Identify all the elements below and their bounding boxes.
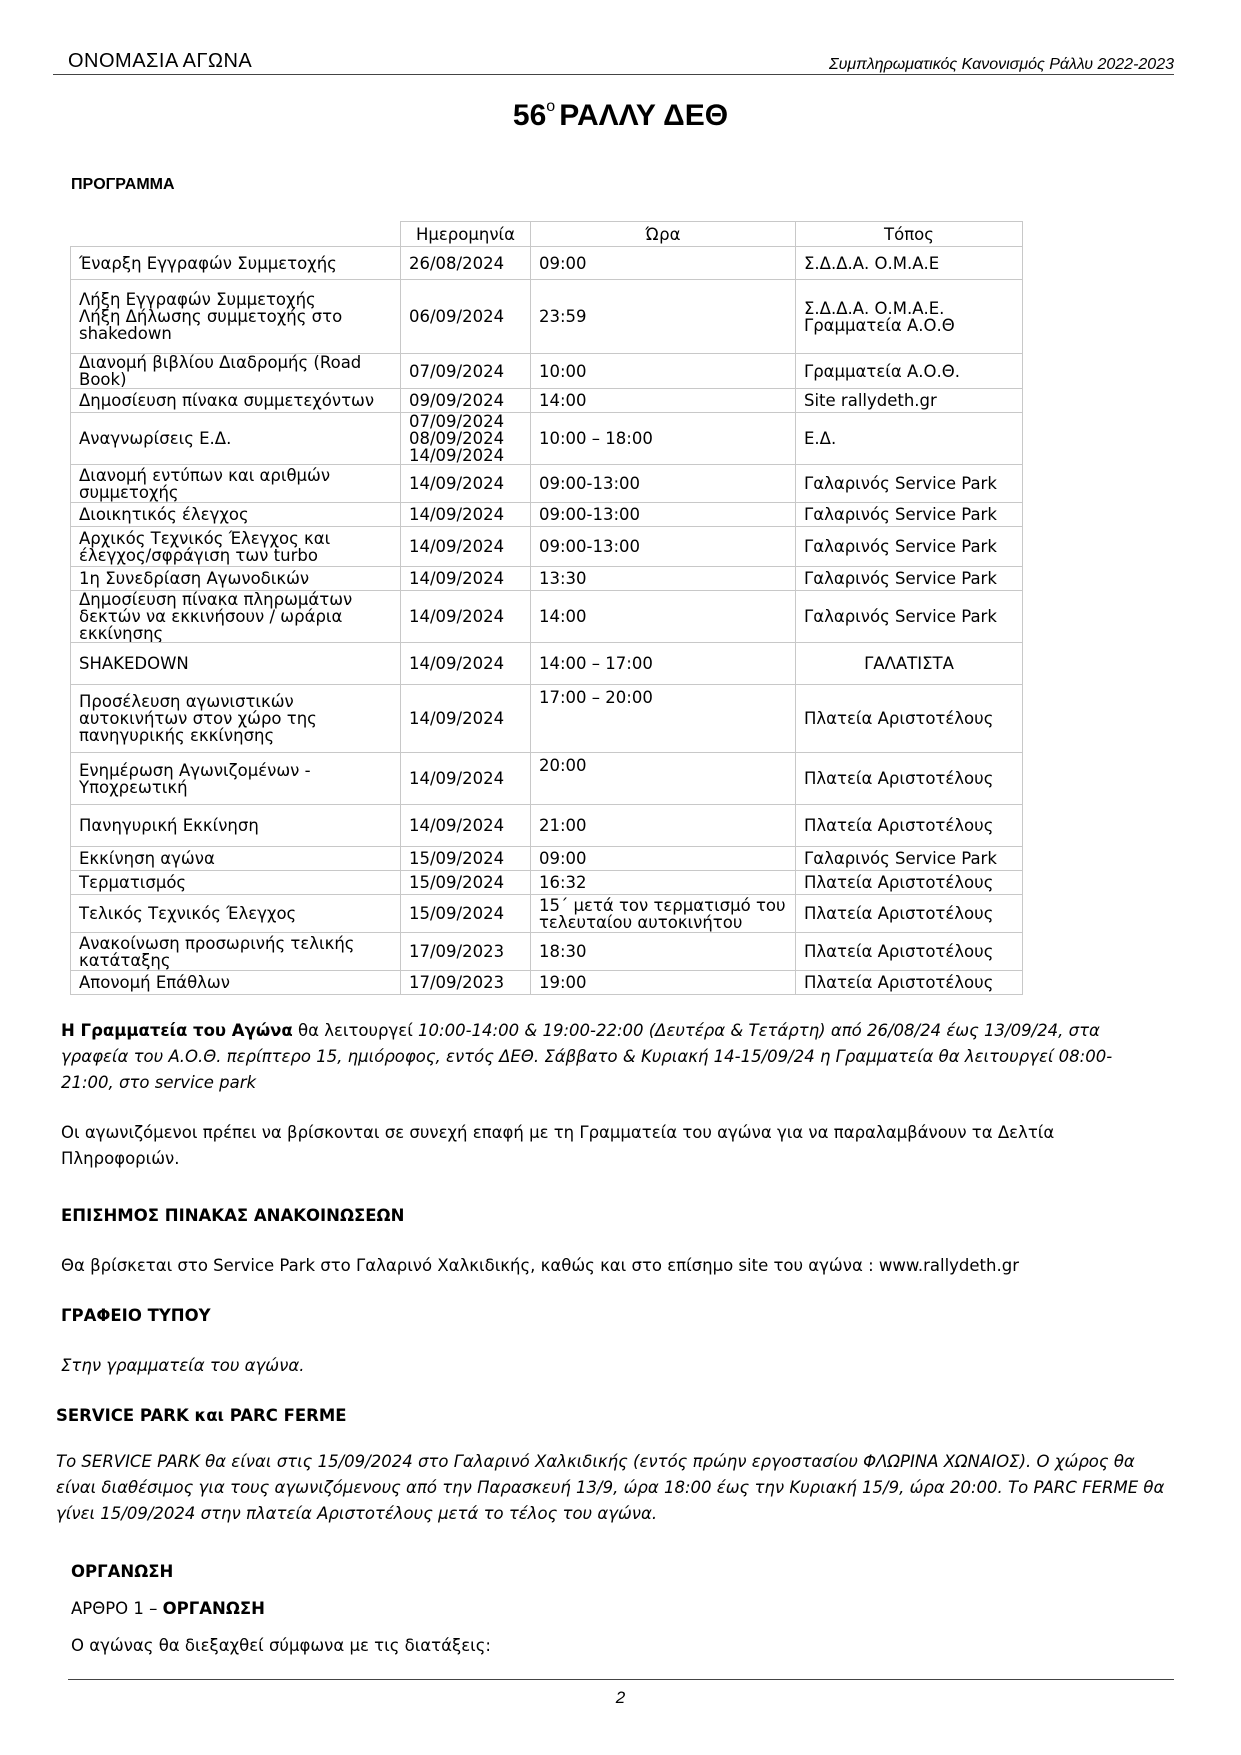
event-cell: Αναγνωρίσεις Ε.Δ. — [71, 413, 401, 465]
table-row — [71, 643, 1023, 685]
event-cell: Ενημέρωση Αγωνιζομένων - Υποχρεωτική — [71, 753, 401, 805]
event-cell: Απονομή Επάθλων — [71, 971, 401, 995]
date-cell: 14/09/2024 — [401, 591, 531, 643]
event-cell: Πανηγυρική Εκκίνηση — [71, 805, 401, 847]
place-cell: Γαλαρινός Service Park — [796, 591, 1023, 643]
table-row — [71, 685, 1023, 753]
column-header-date: Ημερομηνία — [401, 222, 531, 247]
event-cell: Διανομή βιβλίου Διαδρομής (Road Book) — [71, 354, 401, 389]
place-cell: Πλατεία Αριστοτέλους — [796, 685, 1023, 753]
notice-board-heading: ΕΠΙΣΗΜΟΣ ΠΙΝΑΚΑΣ ΑΝΑΚΟΙΝΩΣΕΩΝ — [61, 1206, 405, 1225]
place-cell: Γαλαρινός Service Park — [796, 465, 1023, 503]
organization-heading: ΟΡΓΑΝΩΣΗ — [71, 1562, 174, 1581]
date-cell: 26/08/2024 — [401, 247, 531, 280]
header-rule — [53, 74, 1174, 75]
article-prefix: ΑΡΘΡΟ 1 – — [71, 1599, 163, 1618]
notice-board-text: Θα βρίσκεται στο Service Park στο Γαλαρινό Χαλκιδικής, καθώς και στο επίσημο site του αγώνα : www.rallydeth.gr — [61, 1256, 1019, 1275]
place-cell: ΓΑΛΑΤΙΣΤΑ — [796, 643, 1023, 685]
table-row — [71, 247, 1023, 280]
date-cell: 17/09/2023 — [401, 971, 531, 995]
place-cell: Πλατεία Αριστοτέλους — [796, 753, 1023, 805]
date-cell: 14/09/2024 — [401, 685, 531, 753]
time-cell: 15΄ μετά τον τερματισμό του τελευταίου αυτοκινήτου — [531, 895, 796, 933]
date-cell: 15/09/2024 — [401, 895, 531, 933]
table-row — [71, 389, 1023, 413]
time-cell: 13:30 — [531, 567, 796, 591]
schedule-rows — [71, 247, 1023, 995]
secretariat-verb: θα λειτουργεί — [292, 1021, 419, 1040]
date-cell: 14/09/2024 — [401, 527, 531, 567]
page-number: 2 — [615, 1688, 626, 1707]
service-park-heading: SERVICE PARK και PARC FERME — [56, 1406, 347, 1425]
place-cell: Πλατεία Αριστοτέλους — [796, 871, 1023, 895]
event-name-placeholder: ΟΝΟΜΑΣΙΑ ΑΓΩΝΑ — [68, 50, 253, 72]
column-header-time: Ώρα — [531, 222, 796, 247]
time-cell: 16:32 — [531, 871, 796, 895]
table-row — [71, 871, 1023, 895]
article-name: ΟΡΓΑΝΩΣΗ — [162, 1599, 265, 1618]
table-row — [71, 465, 1023, 503]
secretariat-hours: 10:00-14:00 & 19:00-22:00 (Δευτέρα & Τετάρτη) από 26/08/24 έως 13/09/24, στα γραφεία του Α.Ο.Θ. περίπτερο 15, ημιόροφος, εντός ΔΕΘ. Σάββατο & Κυριακή 14-15/09/24 η Γραμματεία θα λειτουργεί 08:00-21:00, στο service park — [61, 1021, 1113, 1092]
service-park-text: Το SERVICE PARK θα είναι στις 15/09/2024 στο Γαλαρινό Χαλκιδικής (εντός πρώην εργοστασίου ΦΛΩΡΙΝΑ ΧΩΝΑΙΟΣ). Ο χώρος θα είναι διαθέσιμος για τους αγωνιζόμενους από την Παρασκευή 13/9, ώρα 18:00 έως την Κυριακή 15/9, ώρα 20:00. Το PARC FERME θα γίνει 15/09/2024 στην πλατεία Αριστοτέλους μετά το τέλος του αγώνα. — [56, 1452, 1165, 1523]
time-cell: 09:00-13:00 — [531, 527, 796, 567]
place-cell: Πλατεία Αριστοτέλους — [796, 805, 1023, 847]
event-cell: Αρχικός Τεχνικός Έλεγχος και έλεγχος/σφράγιση των turbo — [71, 527, 401, 567]
date-cell: 14/09/2024 — [401, 567, 531, 591]
table-row — [71, 567, 1023, 591]
time-cell: 17:00 – 20:00 — [531, 685, 796, 753]
event-cell: Δημοσίευση πίνακα συμμετεχόντων — [71, 389, 401, 413]
table-row — [71, 933, 1023, 971]
time-cell: 23:59 — [531, 280, 796, 354]
place-cell: Ε.Δ. — [796, 413, 1023, 465]
date-cell: 09/09/2024 — [401, 389, 531, 413]
table-row — [71, 895, 1023, 933]
time-cell: 09:00-13:00 — [531, 465, 796, 503]
title-number: 56 — [512, 99, 547, 132]
time-cell: 10:00 — [531, 354, 796, 389]
date-cell: 14/09/2024 — [401, 503, 531, 527]
time-cell: 21:00 — [531, 805, 796, 847]
organization-intro: Ο αγώνας θα διεξαχθεί σύμφωνα με τις διατάξεις: — [71, 1636, 491, 1655]
press-office-text: Στην γραμματεία του αγώνα. — [61, 1356, 305, 1375]
column-header-place: Τόπος — [796, 222, 1023, 247]
event-cell: Τελικός Τεχνικός Έλεγχος — [71, 895, 401, 933]
table-row — [71, 971, 1023, 995]
table-row — [71, 805, 1023, 847]
place-cell: Σ.Δ.Δ.Α. Ο.Μ.Α.Ε — [796, 247, 1023, 280]
table-row — [71, 354, 1023, 389]
event-cell: Έναρξη Εγγραφών Συμμετοχής — [71, 247, 401, 280]
date-cell: 15/09/2024 — [401, 871, 531, 895]
contact-note: Οι αγωνιζόμενοι πρέπει να βρίσκονται σε συνεχή επαφή με τη Γραμματεία του αγώνα για να παραλαμβάνουν τα Δελτία Πληροφοριών. — [61, 1123, 1055, 1168]
schedule-table — [70, 221, 1023, 995]
date-cell: 06/09/2024 — [401, 280, 531, 354]
time-cell: 14:00 — [531, 389, 796, 413]
date-cell: 07/09/2024 08/09/2024 14/09/2024 — [401, 413, 531, 465]
table-row — [71, 591, 1023, 643]
date-cell: 14/09/2024 — [401, 465, 531, 503]
event-cell: Ανακοίνωση προσωρινής τελικής κατάταξης — [71, 933, 401, 971]
place-cell: Γαλαρινός Service Park — [796, 847, 1023, 871]
secretariat-lead: Η Γραμματεία του Αγώνα — [61, 1021, 293, 1040]
table-header-row — [71, 222, 1023, 247]
time-cell: 09:00 — [531, 847, 796, 871]
time-cell: 19:00 — [531, 971, 796, 995]
article-1-title — [71, 1596, 1071, 1622]
event-cell: Διοικητικός έλεγχος — [71, 503, 401, 527]
footer-rule — [68, 1679, 1174, 1680]
time-cell: 09:00 — [531, 247, 796, 280]
date-cell: 07/09/2024 — [401, 354, 531, 389]
event-cell: Προσέλευση αγωνιστικών αυτοκινήτων στον χώρο της πανηγυρικής εκκίνησης — [71, 685, 401, 753]
document-title: Συμπληρωματικός Κανονισμός Ράλλυ 2022-2023 — [829, 56, 1174, 73]
time-cell: 18:30 — [531, 933, 796, 971]
place-cell: Σ.Δ.Δ.Α. Ο.Μ.Α.Ε. Γραμματεία Α.Ο.Θ — [796, 280, 1023, 354]
time-cell: 10:00 – 18:00 — [531, 413, 796, 465]
date-cell: 15/09/2024 — [401, 847, 531, 871]
schedule-heading: ΠΡΟΓΡΑΜΜΑ — [71, 176, 175, 193]
place-cell: Πλατεία Αριστοτέλους — [796, 971, 1023, 995]
table-row — [71, 280, 1023, 354]
place-cell: Πλατεία Αριστοτέλους — [796, 895, 1023, 933]
event-cell: Διανομή εντύπων και αριθμών συμμετοχής — [71, 465, 401, 503]
title-ordinal: ο — [546, 98, 556, 115]
event-cell: Λήξη Εγγραφών Συμμετοχής Λήξη Δήλωσης συμμετοχής στο shakedown — [71, 280, 401, 354]
event-cell: 1η Συνεδρίαση Αγωνοδικών — [71, 567, 401, 591]
place-cell: Γαλαρινός Service Park — [796, 503, 1023, 527]
table-row — [71, 527, 1023, 567]
date-cell: 14/09/2024 — [401, 753, 531, 805]
time-cell: 09:00-13:00 — [531, 503, 796, 527]
table-row — [71, 847, 1023, 871]
time-cell: 14:00 — [531, 591, 796, 643]
time-cell: 20:00 — [531, 753, 796, 805]
place-cell: Γαλαρινός Service Park — [796, 567, 1023, 591]
place-cell: Site rallydeth.gr — [796, 389, 1023, 413]
table-row — [71, 413, 1023, 465]
secretariat-paragraph — [61, 1018, 1151, 1096]
table-row — [71, 503, 1023, 527]
header-empty-cell — [71, 222, 401, 247]
place-cell: Γραμματεία Α.Ο.Θ. — [796, 354, 1023, 389]
event-cell: Δημοσίευση πίνακα πληρωμάτων δεκτών να εκκινήσουν / ωράρια εκκίνησης — [71, 591, 401, 643]
place-cell: Γαλαρινός Service Park — [796, 527, 1023, 567]
title-text: ΡΑΛΛΥ ΔΕΘ — [559, 99, 729, 132]
place-cell: Πλατεία Αριστοτέλους — [796, 933, 1023, 971]
press-office-heading: ΓΡΑΦΕΙΟ ΤΥΠΟΥ — [61, 1306, 211, 1325]
date-cell: 14/09/2024 — [401, 643, 531, 685]
date-cell: 17/09/2023 — [401, 933, 531, 971]
time-cell: 14:00 – 17:00 — [531, 643, 796, 685]
date-cell: 14/09/2024 — [401, 805, 531, 847]
page-title — [0, 98, 1241, 133]
event-cell: SHAKEDOWN — [71, 643, 401, 685]
event-cell: Τερματισμός — [71, 871, 401, 895]
event-cell: Εκκίνηση αγώνα — [71, 847, 401, 871]
table-row — [71, 753, 1023, 805]
